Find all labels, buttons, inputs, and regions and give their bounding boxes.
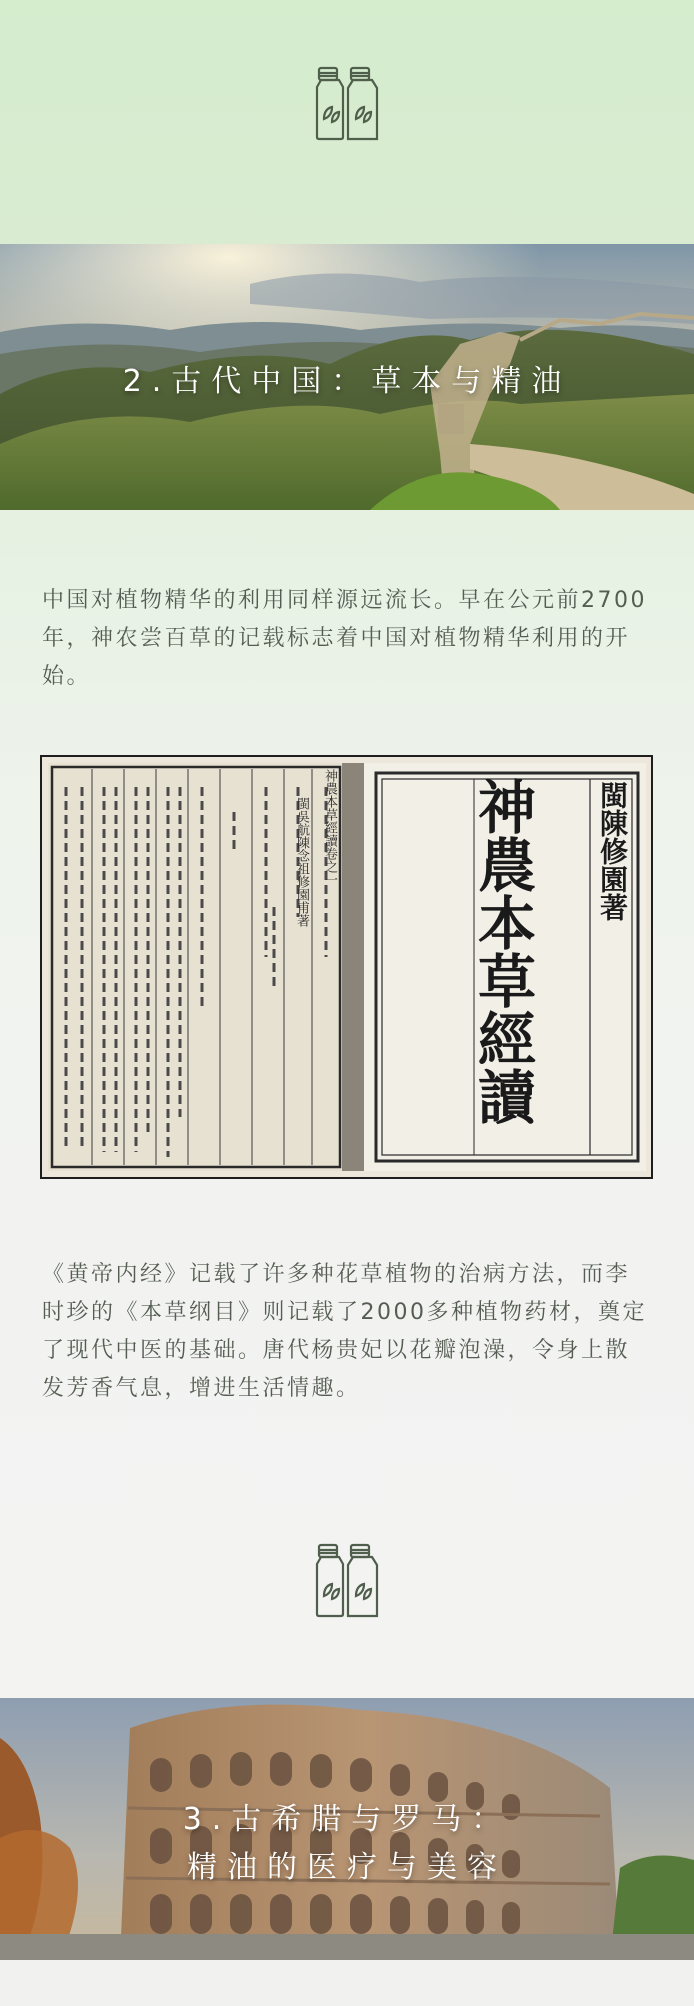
great-wall-banner <box>0 244 694 510</box>
section-3-title-line-1: 3.古希腊与罗马： <box>182 1802 512 1837</box>
book-author: 閩陳修園著 <box>596 781 629 921</box>
colosseum-banner <box>0 1698 694 1960</box>
book-page-illustration <box>42 757 651 1177</box>
section-3-title <box>0 1796 694 1892</box>
essential-oil-bottles-icon <box>313 1540 381 1620</box>
section-2-title: 2.古代中国：草本与精油 <box>122 364 572 399</box>
book-page-header: 神農本草經讀卷之一 <box>322 769 337 886</box>
section-2-paragraph-2: 《黄帝内经》记载了许多种花草植物的治病方法，而李时珍的《本草纲目》则记载了2000多种植物药材，奠定了现代中医的基础。唐代杨贵妃以花瓣泡澡，令身上散发芳香气息，增进生活情趣。 <box>42 1262 647 1401</box>
essential-oil-bottles-icon <box>313 63 381 143</box>
book-cover-title: 神農本草經讀 <box>468 777 536 1125</box>
shennong-bencao-book-image <box>40 755 653 1179</box>
book-page-credit: 閩吳航陳念祖修園甫著 <box>294 797 309 927</box>
section-3-title-line-2: 精油的医疗与美容 <box>187 1850 507 1885</box>
section-2-paragraph-1: 中国对植物精华的利用同样源远流长。早在公元前2700年，神农尝百草的记载标志着中国对植物精华利用的开始。 <box>42 588 647 689</box>
